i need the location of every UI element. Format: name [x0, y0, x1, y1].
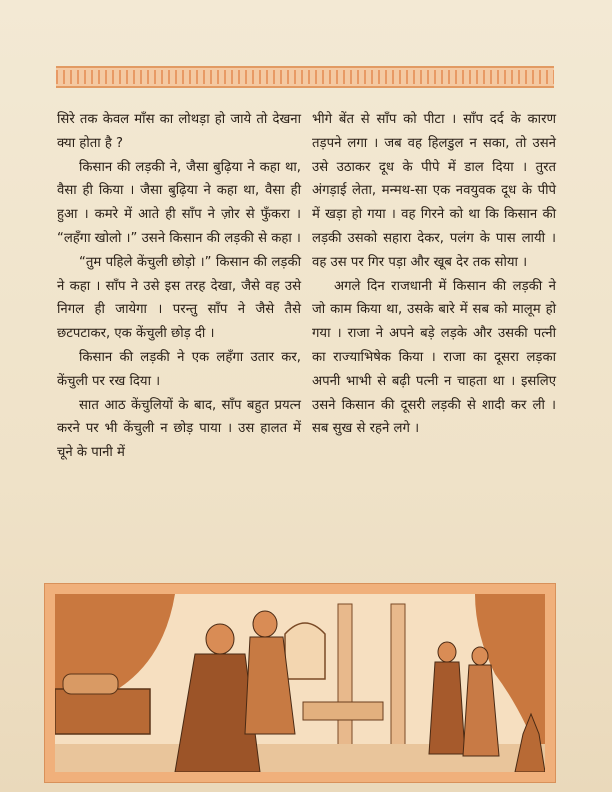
bed-pillow [63, 674, 118, 694]
border-pattern [56, 70, 554, 84]
left-text-column [57, 108, 301, 465]
prince-head [438, 642, 456, 662]
right-paragraph-2: अगले दिन राजधानी में किसान की लड़की ने जो काम किया था, उसके बारे में सब को मालूम हो गया । राजा ने अपने बड़े लड़के और उसकी पत्नी का राज्याभिषेक किया । राजा का दूसरा लड़का अपनी भाभी से बढ़ी पत्नी न चाहता था । इसलिए उसने किसान की दूसरी लड़की से शादी कर ली । सब सुख से रहने लगे । [312, 278, 556, 437]
prince-body [429, 662, 465, 754]
right-paragraph-1: भीगे बेंत से साँप को पीटा । साँप दर्द के कारण तड़पने लगा । जब वह हिलडुल न सका, तो उसने उसे उठाकर दूध के पीपे में डाल दिया । तुरत अंगड़ाई लेता, मन्मथ-सा एक नवयुवक दूध के पीपे में खड़ा हो गया । वह गिरने को था कि किसान की लड़की उसको सहारा देकर, पलंग के पास लायी । वह उस पर गिर पड़ा और खूब देर तक सोया । [312, 112, 556, 270]
decorative-top-border [56, 66, 554, 88]
story-illustration [44, 583, 556, 783]
low-table [303, 702, 383, 720]
right-text-column [312, 108, 556, 441]
left-paragraph-5: सात आठ केंचुलियों के बाद, साँप बहुत प्रयत्न करने पर भी केंचुली न छोड़ पाया । उस हालत में चूने के पानी में [57, 397, 301, 461]
woman-head [253, 611, 277, 637]
pillar-2 [391, 604, 405, 754]
princess-head [472, 647, 488, 665]
window [285, 623, 325, 679]
left-paragraph-3: “तुम पहिले केंचुली छोड़ो ।” किसान की लड़की ने कहा । साँप ने उसे इस तरह देखा, जैसे वह उसे निगल ही जायेगा । परन्तु साँप ने जैसे तैसे छटपटाकर, एक केंचुली छोड़ दी । [57, 254, 301, 342]
man-head [206, 624, 234, 654]
pillar-1 [338, 604, 352, 754]
left-paragraph-2: किसान की लड़की ने, जैसा बुढ़िया ने कहा था, वैसा ही किया । जैसा बुढ़िया ने कहा था, वैसा ही हुआ । कमरे में आते ही साँप ने ज़ोर से फुँकरा । “लहँगा खोलो ।” उसने किसान की लड़की से कहा । [57, 159, 301, 246]
bed [55, 689, 150, 734]
left-paragraph-4: किसान की लड़की ने एक लहँगा उतार कर, केंचुली पर रख दिया । [57, 349, 301, 389]
left-paragraph-1: सिरे तक केवल माँस का लोथड़ा हो जाये तो देखना क्या होता है ? [57, 112, 301, 151]
illustration-drawing [55, 594, 545, 772]
